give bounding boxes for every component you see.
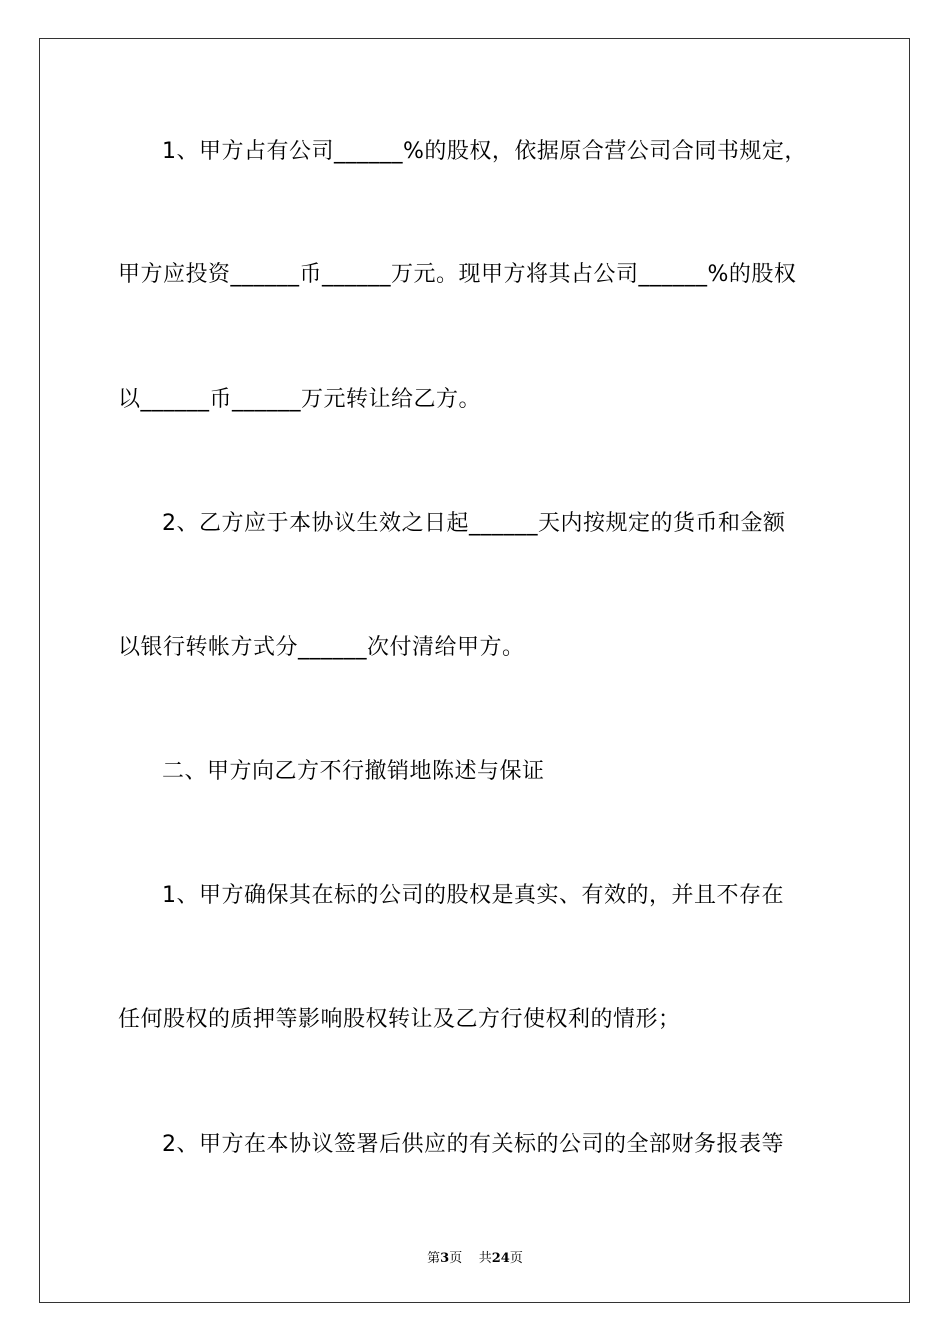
paragraph-line-3: 以______币______万元转让给乙方。 — [118, 387, 482, 412]
footer-total-pages: 24 — [491, 1251, 510, 1266]
footer-page-number: 3 — [440, 1251, 450, 1266]
paragraph-line-2: 甲方应投资______币______万元。现甲方将其占公司______%的股权 — [118, 262, 797, 287]
footer-total-suffix: 页 — [509, 1251, 523, 1266]
paragraph-line-5: 以银行转帐方式分______次付清给甲方。 — [118, 635, 525, 660]
footer-total-prefix: 共 — [478, 1251, 492, 1266]
paragraph-line-9: 2、甲方在本协议签署后供应的有关标的公司的全部财务报表等 — [162, 1132, 784, 1157]
paragraph-line-4: 2、乙方应于本协议生效之日起______天内按规定的货币和金额 — [162, 511, 786, 536]
paragraph-line-1: 1、甲方占有公司______%的股权，依据原合营公司合同书规定， — [162, 139, 807, 164]
page-frame — [39, 38, 910, 1303]
paragraph-line-7: 1、甲方确保其在标的公司的股权是真实、有效的，并且不存在 — [162, 883, 784, 908]
page-footer — [0, 1247, 950, 1266]
section-heading: 二、甲方向乙方不行撤销地陈述与保证 — [162, 759, 545, 784]
footer-prefix: 第 — [427, 1251, 441, 1266]
paragraph-line-8: 任何股权的质押等影响股权转让及乙方行使权利的情形； — [118, 1007, 681, 1032]
footer-page-suffix: 页 — [449, 1251, 463, 1266]
